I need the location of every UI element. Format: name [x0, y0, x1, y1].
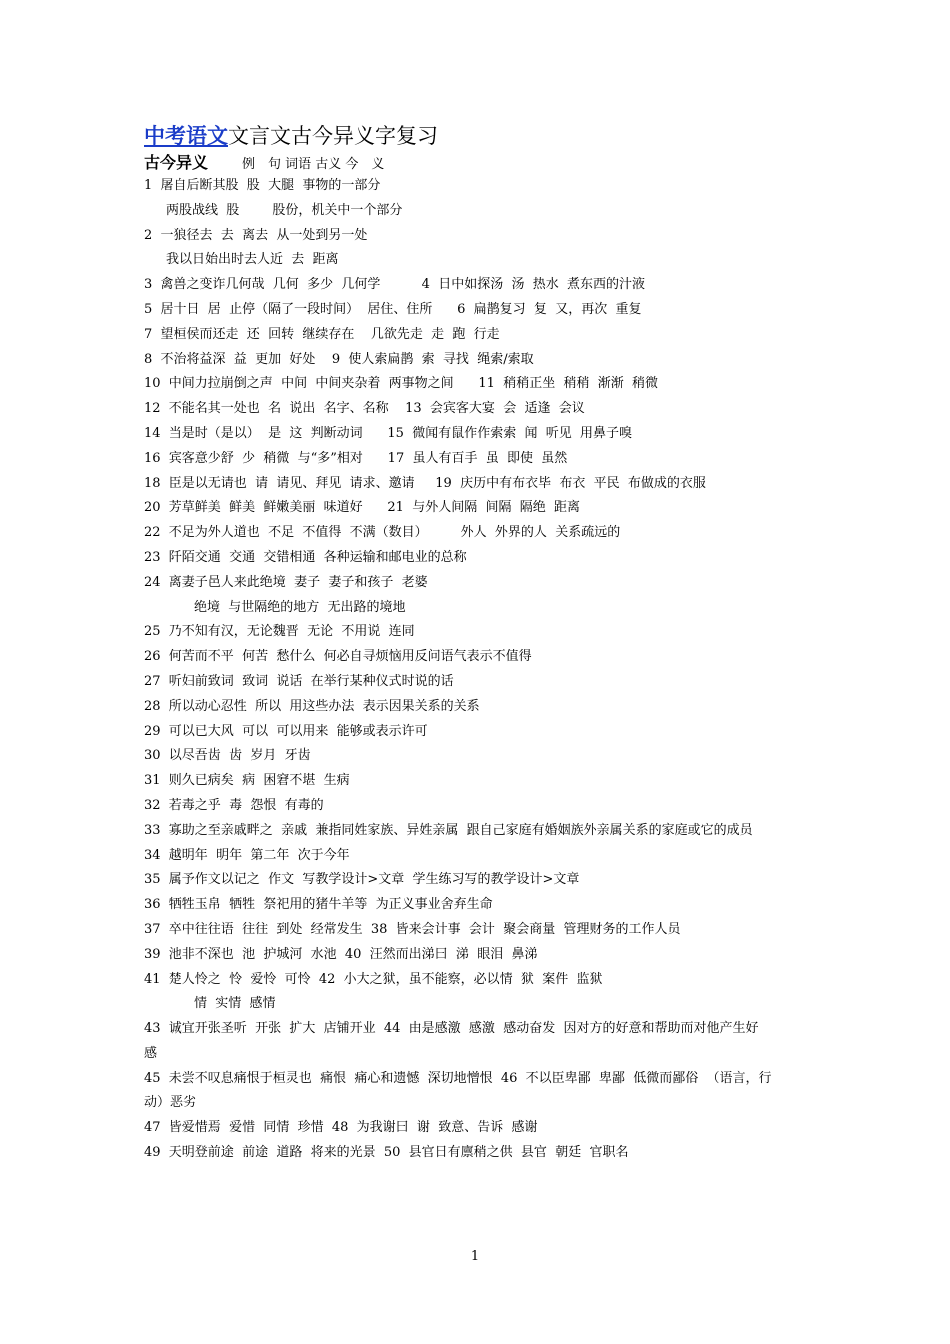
entry-line: 33 寡助之至亲戚畔之 亲戚 兼指同姓家族、异姓亲属 跟自己家庭有婚姻族外亲属关系的家庭或它的成员: [144, 822, 753, 838]
entry-line: 36 牺牲玉帛 牺牲 祭祀用的猪牛羊等 为正义事业舍弃生命: [144, 897, 493, 913]
entry-line: 26 何苦而不平 何苦 愁什么 何必自寻烦恼用反问语气表示不值得: [144, 649, 532, 665]
entry-line: 3 禽兽之变诈几何哉 几何 多少 几何学 4 日中如探汤 汤 热水 煮东西的汁液: [144, 277, 645, 293]
entry-line: 16 宾客意少舒 少 稍微 与“多”相对 17 虽人有百手 虽 即使 虽然: [144, 450, 568, 466]
entry-line: 18 臣是以无请也 请 请见、拜见 请求、邀请 19 庆历中有布衣毕 布衣 平民 布做成的衣服: [144, 475, 706, 491]
entry-line: 我以日始出时去人近 去 距离: [166, 252, 339, 268]
entry-line: 34 越明年 明年 第二年 次于今年: [144, 847, 350, 863]
entry-line: 10 中间力拉崩倒之声 中间 中间夹杂着 两事物之间 11 稍稍正坐 稍稍 渐渐 稍微: [144, 376, 658, 392]
entry-line: 31 则久已病矣 病 困窘不堪 生病: [144, 773, 350, 789]
page-title: [144, 122, 438, 150]
entry-line: 7 望桓侯而还走 还 回转 继续存在 几欲先走 走 跑 行走: [144, 326, 500, 342]
column-labels: 例 句 词语 古义 今 义: [242, 157, 385, 172]
entry-line: 30 以尽吾齿 齿 岁月 牙齿: [144, 748, 311, 764]
entry-line: 情 实情 感情: [194, 996, 276, 1012]
entry-line: 41 楚人怜之 怜 爱怜 可怜 42 小大之狱，虽不能察，必以情 狱 案件 监狱: [144, 971, 603, 987]
title-text: 文言文古今异义字复习: [228, 124, 438, 148]
column-header: [144, 152, 384, 176]
entry-line: 27 听妇前致词 致词 说话 在举行某种仪式时说的话: [144, 673, 454, 689]
entry-line: 感: [144, 1045, 158, 1061]
entry-line: 12 不能名其一处也 名 说出 名字、名称 13 会宾客大宴 会 适逢 会议: [144, 401, 585, 417]
entry-line: 24 离妻子邑人来此绝境 妻子 妻子和孩子 老婆: [144, 574, 428, 590]
entry-line: 28 所以动心忍性 所以 用这些办法 表示因果关系的关系: [144, 698, 480, 714]
title-link[interactable]: 中考语文: [144, 123, 228, 148]
entry-line: 49 天明登前途 前途 道路 将来的光景 50 县官日有廪稍之供 县官 朝廷 官职名: [144, 1145, 629, 1161]
entry-line: 动）恶劣: [144, 1095, 197, 1111]
entry-line: 39 池非不深也 池 护城河 水池 40 汪然而出涕曰 涕 眼泪 鼻涕: [144, 946, 538, 962]
entry-list: [144, 174, 809, 1166]
entry-line: 45 未尝不叹息痛恨于桓灵也 痛恨 痛心和遗憾 深切地憎恨 46 不以臣卑鄙 卑鄙 低微而鄙俗 （语言，行: [144, 1070, 772, 1086]
entry-line: 32 若毒之乎 毒 怨恨 有毒的: [144, 797, 324, 813]
entry-line: 8 不治将益深 益 更加 好处 9 使人索扁鹊 索 寻找 绳索/索取: [144, 351, 534, 367]
entry-line: 22 不足为外人道也 不足 不值得 不满（数目） 外人 外界的人 关系疏远的: [144, 525, 621, 541]
entry-line: 14 当是时（是以） 是 这 判断动词 15 微闻有鼠作作索索 闻 听见 用鼻子嗅: [144, 425, 632, 441]
entry-line: 5 居十日 居 止停（隔了一段时间） 居住、住所 6 扁鹊复习 复 又，再次 重复: [144, 301, 642, 317]
entry-line: 20 芳草鲜美 鲜美 鲜嫩美丽 味道好 21 与外人间隔 间隔 隔绝 距离: [144, 500, 580, 516]
section-heading: 古今异义: [144, 153, 209, 172]
entry-line: 1 屠自后断其股 股 大腿 事物的一部分: [144, 178, 381, 193]
entry-line: 29 可以已大风 可以 可以用来 能够或表示许可: [144, 723, 428, 739]
entry-line: 47 皆爱惜焉 爱惜 同情 珍惜 48 为我谢曰 谢 致意、告诉 感谢: [144, 1120, 538, 1136]
entry-line: 43 诚宜开张圣听 开张 扩大 店铺开业 44 由是感激 感激 感动奋发 因对方的好意和帮助而对他产生好: [144, 1021, 759, 1037]
entry-line: 35 属予作文以记之 作文 写教学设计>文章 学生练习写的教学设计>文章: [144, 872, 580, 888]
entry-line: 37 卒中往往语 往往 到处 经常发生 38 皆来会计事 会计 聚会商量 管理财务的工作人员: [144, 921, 681, 937]
entry-line: 2 一狼径去 去 离去 从一处到另一处: [144, 227, 368, 243]
entry-line: 23 阡陌交通 交通 交错相通 各种运输和邮电业的总称: [144, 549, 467, 565]
entry-line: 绝境 与世隔绝的地方 无出路的境地: [194, 599, 406, 615]
page-number: 1: [470, 1249, 480, 1264]
entry-line: 两股战线 股 股份，机关中一个部分: [166, 202, 403, 218]
entry-line: 25 乃不知有汉，无论魏晋 无论 不用说 连同: [144, 624, 415, 640]
